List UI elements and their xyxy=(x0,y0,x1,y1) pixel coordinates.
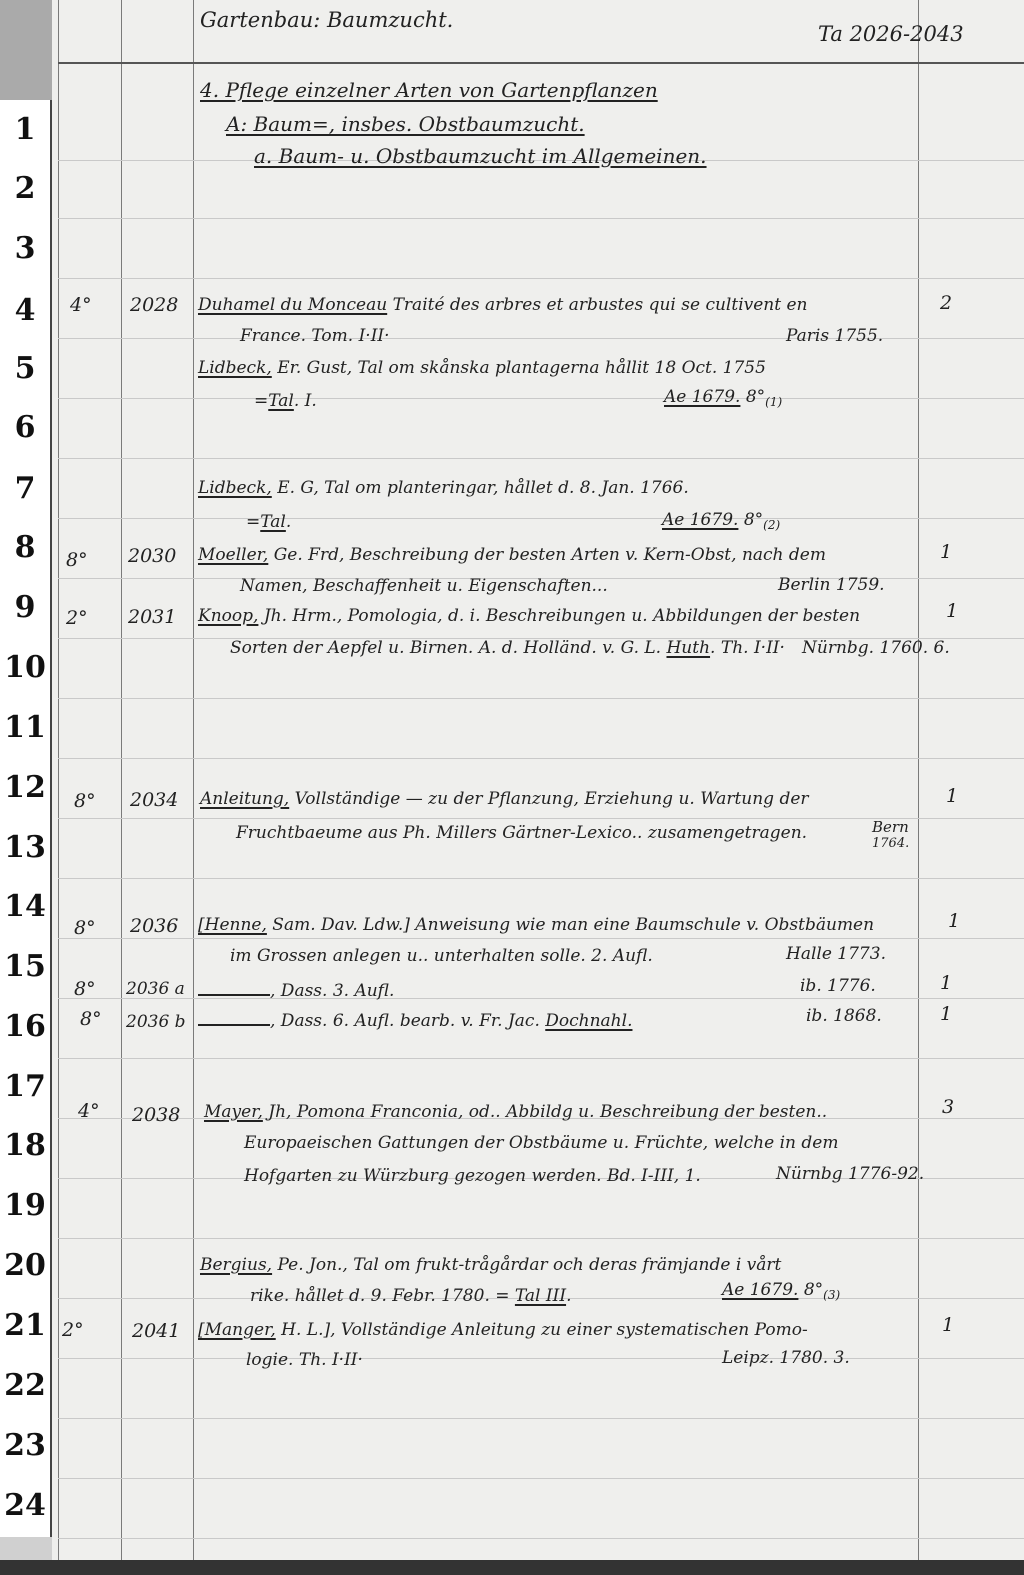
entry-format: 4° xyxy=(78,1100,100,1122)
entry-continuation xyxy=(230,638,785,658)
entry-count: 1 xyxy=(948,910,961,932)
row-number: 15 xyxy=(4,949,46,984)
entry-author: [Manger, xyxy=(198,1320,276,1340)
entry-place-year: Nürnbg. 1760. 6. xyxy=(802,638,950,658)
count-column-rule xyxy=(918,0,919,1560)
row-number: 21 xyxy=(4,1308,46,1343)
ruled-line xyxy=(58,518,1024,519)
entry-first-line xyxy=(198,606,860,626)
entry-place-year: Leipz. 1780. 3. xyxy=(722,1348,850,1368)
row-number: 4 xyxy=(14,293,36,328)
row-number: 12 xyxy=(4,770,46,805)
entry-count: 1 xyxy=(946,785,959,807)
series-link: Tal xyxy=(268,391,294,411)
entry-first-line xyxy=(198,915,874,935)
entry-count: 3 xyxy=(942,1096,955,1118)
series-volume: . I. xyxy=(293,391,317,411)
entry-year: 1764. xyxy=(872,836,910,851)
entry-format: 8° xyxy=(74,978,96,1000)
entry-place-year: Paris 1755. xyxy=(786,326,884,346)
entry-count: 1 xyxy=(940,541,953,563)
entry-continuation xyxy=(250,1286,571,1306)
ruled-line xyxy=(58,398,1024,399)
subsection-heading: A: Baum=, insbes. Obstbaumzucht. xyxy=(226,112,585,136)
ruled-line xyxy=(58,1358,1024,1359)
entry-place-year: ib. 1868. xyxy=(806,1006,882,1026)
entry-text: , Dass. 3. Aufl. xyxy=(270,981,395,1001)
entry-text: Pe. Jon., Tal om frukt-trågårdar och deras främjande i vårt xyxy=(277,1255,782,1275)
equals-sign: = xyxy=(254,391,269,411)
entry-text: Ge. Frd, Beschreibung der besten Arten v. Kern-Obst, nach dem xyxy=(273,545,826,565)
entry-author: [Henne, xyxy=(198,915,267,935)
header-rule xyxy=(58,62,1024,64)
entry-count: 1 xyxy=(940,1003,953,1025)
row-number: 6 xyxy=(14,410,36,445)
entry-number: 2030 xyxy=(128,545,177,567)
entry-format: 8° xyxy=(66,549,88,571)
row-number: 1 xyxy=(14,112,36,147)
ruled-line xyxy=(58,1418,1024,1419)
entry-continuation: France. Tom. I·II· xyxy=(240,326,390,346)
row-number: 9 xyxy=(14,590,36,625)
entry-first-line xyxy=(198,478,689,498)
gutter-top xyxy=(0,0,52,100)
entry-author: Duhamel du Monceau xyxy=(198,295,388,315)
entry-number: 2036 b xyxy=(126,1012,186,1032)
row-number: 24 xyxy=(4,1488,46,1523)
entry-text: Traité des arbres et arbustes qui se cultivent en xyxy=(392,295,808,315)
ruled-line xyxy=(58,878,1024,879)
entry-volumes: . Th. I·II· xyxy=(710,638,785,658)
entry-author: Anleitung, xyxy=(200,789,290,809)
row-number: 18 xyxy=(4,1128,46,1163)
entry-first-line xyxy=(198,358,766,378)
cross-reference-format: 8° xyxy=(745,387,766,407)
cross-reference xyxy=(662,510,780,532)
entry-continuation: Namen, Beschaffenheit u. Eigenschaften... xyxy=(240,576,608,596)
entry-place: Bern xyxy=(872,818,909,836)
editor-name: Dochnahl. xyxy=(545,1011,633,1031)
cross-reference xyxy=(664,387,782,409)
entry-place-year: ib. 1776. xyxy=(800,976,876,996)
cross-reference-format: 8° xyxy=(803,1280,824,1300)
row-number-divider xyxy=(50,100,52,1537)
entry-format: 8° xyxy=(74,790,96,812)
section-heading: 4. Pflege einzelner Arten von Gartenpflanzen xyxy=(200,78,658,102)
entry-author: Mayer, xyxy=(204,1102,263,1122)
cross-reference-shelfmark: Ae 1679. xyxy=(722,1280,799,1300)
entry-continuation xyxy=(254,391,317,411)
equals-sign: = xyxy=(246,512,261,532)
ruled-line xyxy=(58,1058,1024,1059)
entry-first-line xyxy=(198,295,807,315)
row-number: 23 xyxy=(4,1428,46,1463)
entry-text: Er. Gust, Tal om skånska plantagerna hållit 18 Oct. 1755 xyxy=(277,358,766,378)
entry-text: Jh, Pomona Franconia, od.. Abbildg u. Beschreibung der besten.. xyxy=(268,1102,828,1122)
ruled-line xyxy=(58,218,1024,219)
row-number: 19 xyxy=(4,1188,46,1223)
cross-reference-shelfmark: Ae 1679. xyxy=(662,510,739,530)
ruled-line xyxy=(58,1238,1024,1239)
entry-format: 2° xyxy=(62,1319,84,1341)
entry-continuation: Hofgarten zu Würzburg gezogen werden. Bd. I-III, 1. xyxy=(244,1166,701,1186)
entry-text: Jh. Hrm., Pomologia, d. i. Beschreibungen u. Abbildungen der besten xyxy=(263,606,861,626)
entry-continuation: Fruchtbaeume aus Ph. Millers Gärtner-Lexico.. zusamengetragen. xyxy=(236,823,808,843)
entry-count: 1 xyxy=(942,1314,955,1336)
entry-first-line xyxy=(204,1102,827,1122)
ruled-line xyxy=(58,278,1024,279)
row-number: 14 xyxy=(4,889,46,924)
row-number: 10 xyxy=(4,650,46,685)
row-number: 13 xyxy=(4,830,46,865)
repeat-author-dash xyxy=(198,1010,270,1026)
row-number: 16 xyxy=(4,1009,46,1044)
entry-author: Moeller, xyxy=(198,545,269,565)
ruled-line xyxy=(58,698,1024,699)
translator-name: Huth xyxy=(666,638,711,658)
repeat-author-dash xyxy=(198,980,270,996)
ruled-line xyxy=(58,758,1024,759)
row-number: 5 xyxy=(14,351,36,386)
row-number: 7 xyxy=(14,471,36,506)
ruled-line xyxy=(58,1478,1024,1479)
cross-reference-part: (1) xyxy=(765,395,783,409)
entry-number: 2041 xyxy=(132,1320,181,1342)
entry-format: 8° xyxy=(74,917,96,939)
entry-number: 2028 xyxy=(130,294,179,316)
entry-text: H. L.], Vollständige Anleitung zu einer systematischen Pomo- xyxy=(281,1320,808,1340)
row-number: 17 xyxy=(4,1069,46,1104)
entry-first-line xyxy=(198,1320,808,1340)
cross-reference-part: (2) xyxy=(763,518,781,532)
entry-place-year: Berlin 1759. xyxy=(778,575,885,595)
entry-format: 2° xyxy=(66,607,88,629)
margin-rule xyxy=(58,0,59,1560)
entry-count: 1 xyxy=(946,600,959,622)
cross-reference-format: 8° xyxy=(743,510,764,530)
entry-text: Sam. Dav. Ldw.] Anweisung wie man eine Baumschule v. Obstbäumen xyxy=(272,915,875,935)
entry-first-line xyxy=(200,789,809,809)
entry-author: Lidbeck, xyxy=(198,358,272,378)
shelfmark-range: Ta 2026-2043 xyxy=(818,22,964,46)
row-number: 8 xyxy=(14,530,36,565)
entry-first-line xyxy=(198,980,394,1001)
entry-number: 2036 xyxy=(130,915,179,937)
entry-number: 2034 xyxy=(130,789,179,811)
bottom-edge xyxy=(0,1560,1024,1575)
entry-first-line xyxy=(198,545,826,565)
series-link: Tal xyxy=(260,512,286,532)
entry-author: Lidbeck, xyxy=(198,478,272,498)
series-link: Tal III xyxy=(514,1286,567,1306)
entry-first-line xyxy=(198,1010,632,1031)
entry-number: 2038 xyxy=(132,1104,181,1126)
entry-text: Vollständige — zu der Pflanzung, Erziehung u. Wartung der xyxy=(294,789,809,809)
row-number: 3 xyxy=(14,231,36,266)
entry-continuation-text: Sorten der Aepfel u. Birnen. A. d. Holländ. v. G. L. xyxy=(230,638,662,658)
entry-count: 1 xyxy=(940,972,953,994)
page-title: Gartenbau: Baumzucht. xyxy=(200,8,454,32)
entry-continuation: im Grossen anlegen u.. unterhalten solle. 2. Aufl. xyxy=(230,946,653,966)
ruled-line xyxy=(58,458,1024,459)
ruled-line xyxy=(58,938,1024,939)
entry-continuation: Europaeischen Gattungen der Obstbäume u. Früchte, welche in dem xyxy=(244,1133,839,1153)
subsubsection-heading: a. Baum- u. Obstbaumzucht im Allgemeinen. xyxy=(254,144,707,168)
entry-continuation-text: rike. hållet d. 9. Febr. 1780. = xyxy=(250,1286,510,1306)
cross-reference-shelfmark: Ae 1679. xyxy=(664,387,741,407)
entry-number: 2031 xyxy=(128,606,177,628)
row-number: 22 xyxy=(4,1368,46,1403)
series-volume: . xyxy=(285,512,292,532)
entry-place-year: Nürnbg 1776-92. xyxy=(776,1164,925,1184)
format-column-rule xyxy=(121,0,122,1560)
entry-format: 8° xyxy=(80,1008,102,1030)
entry-count: 2 xyxy=(940,292,953,314)
entry-format: 4° xyxy=(70,294,92,316)
cross-reference xyxy=(722,1280,840,1302)
entry-continuation: logie. Th. I·II· xyxy=(246,1350,363,1370)
entry-continuation xyxy=(246,512,291,532)
entry-number: 2036 a xyxy=(126,979,185,999)
row-number: 2 xyxy=(14,171,36,206)
cross-reference-part: (3) xyxy=(823,1288,841,1302)
series-volume: . xyxy=(566,1286,572,1306)
entry-text: E. G, Tal om planteringar, hållet d. 8. Jan. 1766. xyxy=(277,478,689,498)
row-number: 20 xyxy=(4,1248,46,1283)
entry-place-year: Halle 1773. xyxy=(786,944,886,964)
number-column-rule xyxy=(193,0,194,1560)
row-number: 11 xyxy=(4,710,46,745)
entry-text: , Dass. 6. Aufl. bearb. v. Fr. Jac. xyxy=(270,1011,540,1031)
entry-first-line xyxy=(200,1255,781,1275)
entry-author: Knoop, xyxy=(198,606,259,626)
ruled-line xyxy=(58,1538,1024,1539)
entry-author: Bergius, xyxy=(200,1255,273,1275)
